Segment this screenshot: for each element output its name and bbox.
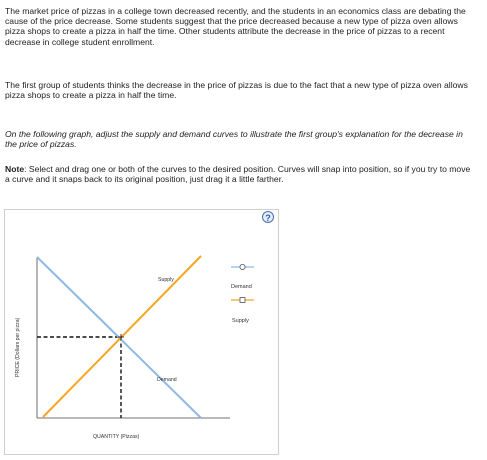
legend-demand-tool[interactable] [231,264,254,269]
note-label: Note [5,164,25,174]
legend-demand-label: Demand [231,284,252,290]
first-group-explanation: The first group of students thinks the decrease in the price of pizzas is due to the fact that a new type of pizza oven allows pizza shops to create a pizza in half the time. [5,80,468,101]
note-text: : Select and drag one or both of the curves to the desired position. Curves will snap into position, so if you try to move a curve and it snaps back to its original position, just drag it a little farther. [5,164,471,185]
help-button[interactable]: ? [262,211,274,223]
supply-curve-label: Supply [158,277,174,283]
supply-tool-handle-icon [240,298,245,303]
demand-curve-label: Demand [157,377,177,383]
y-axis-label: PRICE (Dollars per pizza) [15,317,21,377]
x-axis-label: QUANTITY (Pizzas) [93,434,140,440]
graph-instruction: On the following graph, adjust the supply and demand curves to illustrate the first group's explanation for the decrease in the price of pizzas. [5,129,463,150]
supply-demand-graph [5,210,279,455]
drag-note [5,164,475,184]
legend-supply-tool[interactable] [231,298,254,303]
problem-description: The market price of pizzas in a college town decreased recently, and the students in an economics class are debating the cause of the price decrease. Some students suggest that the price decreased because a new type of pizza oven allows pizza shops to create a pizza in half the time. Other students attribute the decrease in the price of pizzas to a recent decrease in college student enrollment. [5,6,466,47]
graph-panel [4,209,279,455]
legend-supply-label: Supply [232,318,249,324]
demand-tool-handle-icon [240,264,245,269]
